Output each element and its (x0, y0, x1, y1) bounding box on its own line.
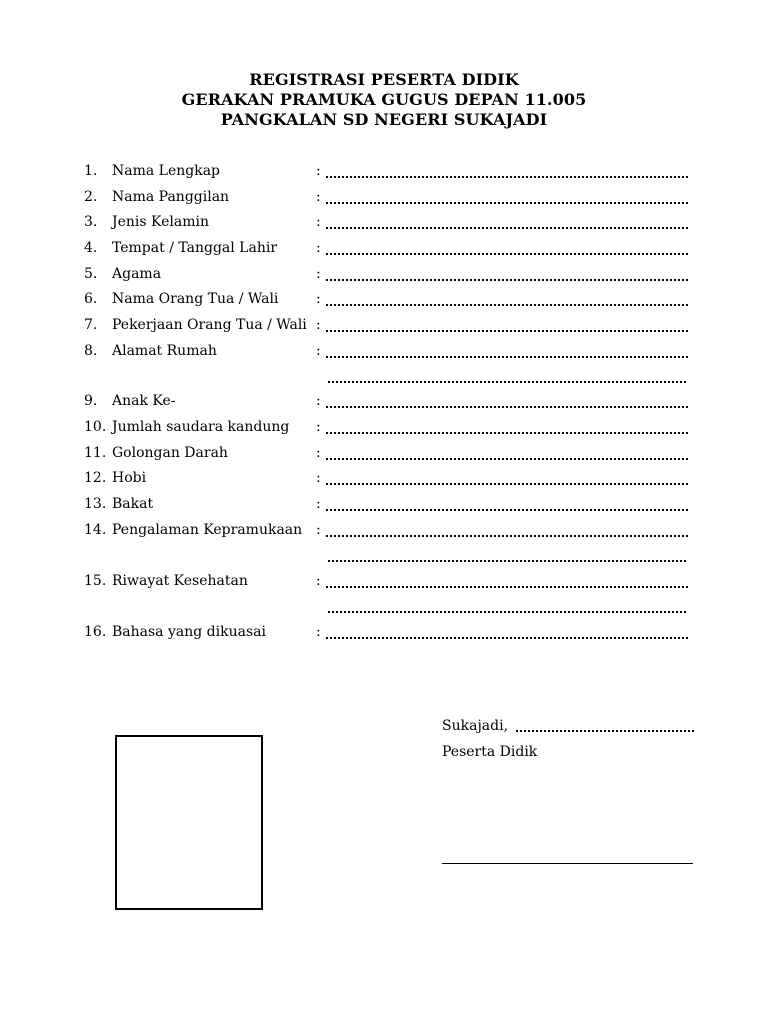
field-row (0, 445, 768, 465)
field-row (0, 214, 768, 234)
field-separator: : (316, 240, 321, 256)
field-blank[interactable] (326, 627, 688, 639)
field-row (0, 291, 768, 311)
field-blank[interactable] (326, 320, 688, 332)
field-label: Hobi (112, 470, 147, 486)
signature-line[interactable] (442, 863, 693, 864)
field-blank-continuation[interactable] (328, 601, 686, 613)
field-label: Bahasa yang dikuasai (112, 624, 266, 640)
field-number: 3. (84, 214, 98, 230)
field-separator: : (316, 317, 321, 333)
field-label: Pekerjaan Orang Tua / Wali (112, 317, 307, 333)
signature-role: Peserta Didik (442, 744, 538, 760)
field-label: Riwayat Kesehatan (112, 573, 248, 589)
field-number: 16. (84, 624, 107, 640)
form-subtitle-school: PANGKALAN SD NEGERI SUKAJADI (220, 110, 548, 129)
field-separator: : (316, 496, 321, 512)
field-blank[interactable] (326, 346, 688, 358)
field-row (0, 496, 768, 516)
field-blank[interactable] (326, 499, 688, 511)
field-row (0, 189, 768, 209)
field-row (0, 163, 768, 183)
field-label: Anak Ke- (112, 393, 176, 409)
field-blank[interactable] (326, 269, 688, 281)
field-number: 6. (84, 291, 98, 307)
field-blank[interactable] (326, 448, 688, 460)
field-separator: : (316, 266, 321, 282)
field-label: Jumlah saudara kandung (112, 419, 290, 435)
form-title: REGISTRASI PESERTA DIDIK (249, 70, 519, 89)
photo-box (115, 735, 263, 910)
field-label: Bakat (112, 496, 154, 512)
field-separator: : (316, 522, 321, 538)
field-separator: : (316, 419, 321, 435)
field-blank[interactable] (326, 473, 688, 485)
field-label: Nama Panggilan (112, 189, 230, 205)
field-blank[interactable] (326, 396, 688, 408)
field-number: 12. (84, 470, 107, 486)
field-label: Alamat Rumah (112, 343, 217, 359)
field-blank[interactable] (326, 217, 688, 229)
field-continuation-row (0, 368, 768, 388)
field-number: 15. (84, 573, 107, 589)
field-number: 2. (84, 189, 98, 205)
field-blank[interactable] (326, 294, 688, 306)
signature-date-blank[interactable] (516, 720, 694, 732)
field-separator: : (316, 163, 321, 179)
field-row (0, 393, 768, 413)
field-label: Pengalaman Kepramukaan (112, 522, 303, 538)
field-label: Tempat / Tanggal Lahir (112, 240, 278, 256)
field-separator: : (316, 343, 321, 359)
form-subtitle-organization: GERAKAN PRAMUKA GUGUS DEPAN 11.005 (181, 90, 587, 109)
field-number: 11. (84, 445, 107, 461)
field-row (0, 573, 768, 593)
field-label: Golongan Darah (112, 445, 228, 461)
field-row (0, 317, 768, 337)
field-separator: : (316, 470, 321, 486)
field-number: 10. (84, 419, 107, 435)
field-label: Nama Lengkap (112, 163, 221, 179)
field-row (0, 624, 768, 644)
field-separator: : (316, 214, 321, 230)
field-blank[interactable] (326, 525, 688, 537)
field-number: 5. (84, 266, 98, 282)
field-blank-continuation[interactable] (328, 550, 686, 562)
field-row (0, 522, 768, 542)
field-label: Agama (112, 266, 162, 282)
field-number: 4. (84, 240, 98, 256)
field-blank[interactable] (326, 576, 688, 588)
field-number: 8. (84, 343, 98, 359)
field-row (0, 419, 768, 439)
field-blank[interactable] (326, 422, 688, 434)
field-row (0, 266, 768, 286)
field-number: 9. (84, 393, 98, 409)
field-label: Nama Orang Tua / Wali (112, 291, 279, 307)
field-separator: : (316, 393, 321, 409)
field-blank[interactable] (326, 192, 688, 204)
field-continuation-row (0, 547, 768, 567)
field-separator: : (316, 445, 321, 461)
field-blank-continuation[interactable] (328, 371, 686, 383)
field-row (0, 240, 768, 260)
field-separator: : (316, 189, 321, 205)
signature-place: Sukajadi, (442, 718, 509, 734)
field-row (0, 343, 768, 363)
field-row (0, 470, 768, 490)
field-blank[interactable] (326, 166, 688, 178)
field-number: 1. (84, 163, 98, 179)
field-separator: : (316, 624, 321, 640)
field-number: 14. (84, 522, 107, 538)
field-label: Jenis Kelamin (112, 214, 209, 230)
field-number: 13. (84, 496, 107, 512)
field-number: 7. (84, 317, 98, 333)
field-continuation-row (0, 598, 768, 618)
field-blank[interactable] (326, 243, 688, 255)
field-separator: : (316, 291, 321, 307)
field-separator: : (316, 573, 321, 589)
